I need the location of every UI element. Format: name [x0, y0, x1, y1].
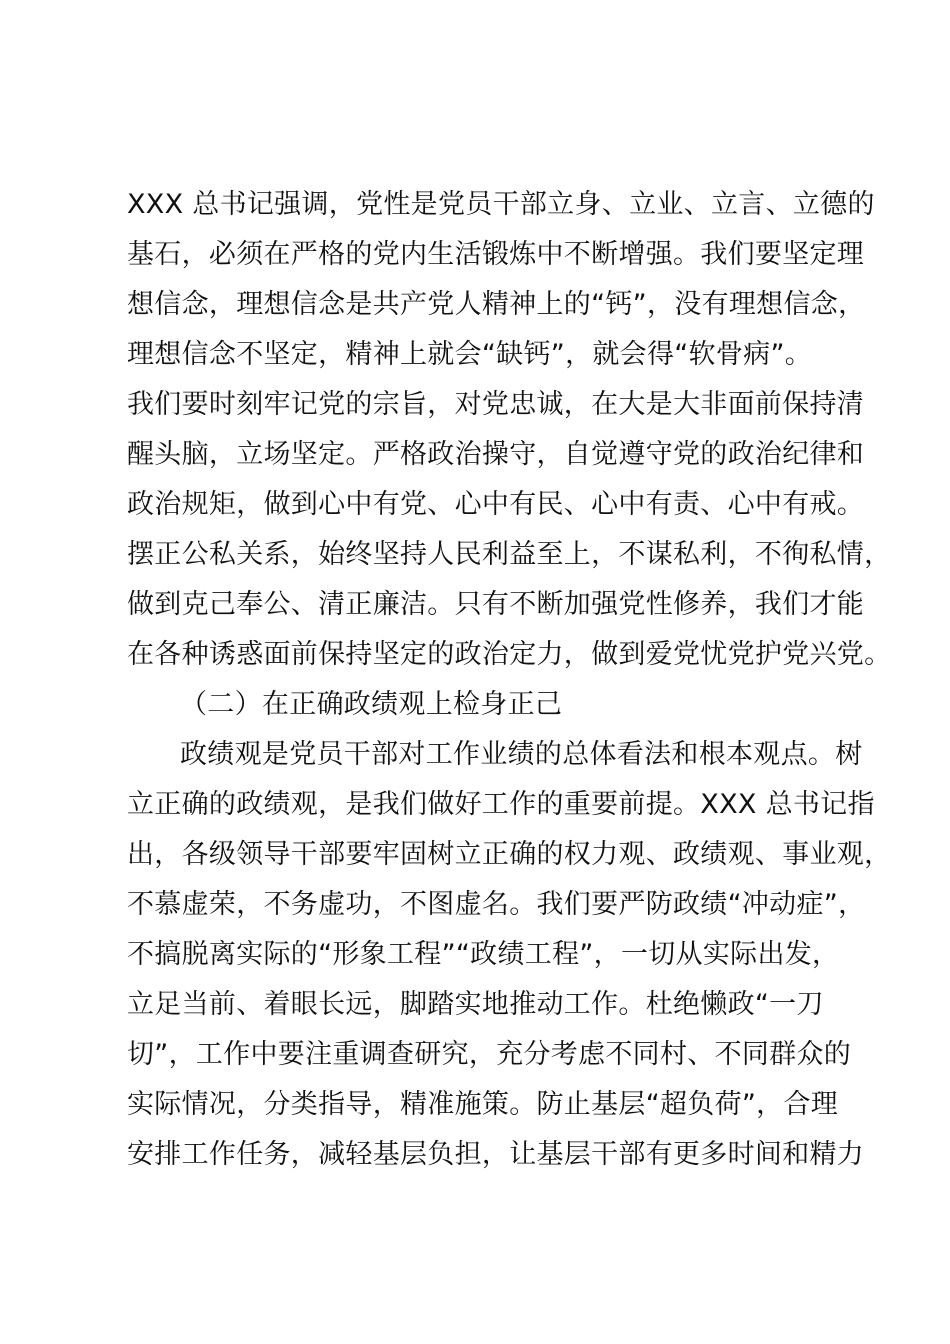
body-text-line: 基石，必须在严格的党内生活锻炼中不断增强。我们要坚定理 [127, 239, 865, 270]
body-text-line: 醒头脑，立场坚定。严格政治操守，自觉遵守党的政治纪律和 [127, 439, 865, 470]
body-text-line: 摆正公私关系，始终坚持人民利益至上，不谋私利，不徇私情， [127, 539, 892, 570]
body-text-line: 理想信念不坚定，精神上就会“缺钙”，就会得“软骨病”。 [127, 339, 813, 370]
body-text-line: 实际情况，分类指导，精准施策。防止基层“超负荷”，合理 [127, 1089, 839, 1120]
body-text-line: 安排工作任务，减轻基层负担，让基层干部有更多时间和精力 [127, 1139, 865, 1170]
body-text-line: 立正确的政绩观，是我们做好工作的重要前提。XXX 总书记指 [127, 789, 875, 820]
body-text-line: 不慕虚荣，不务虚功，不图虚名。我们要严防政绩“冲动症”， [127, 889, 866, 920]
body-text-line: 切”，工作中要注重调查研究，充分考虑不同村、不同群众的 [127, 1039, 852, 1070]
body-text-line: 做到克己奉公、清正廉洁。只有不断加强党性修养，我们才能 [127, 589, 865, 620]
body-text-line: 不搞脱离实际的“形象工程”“政绩工程”，一切从实际出发， [127, 939, 840, 970]
body-text-line: 出，各级领导干部要牢固树立正确的权力观、政绩观、事业观， [127, 839, 892, 870]
body-text-line: 想信念，理想信念是共产党人精神上的“钙”，没有理想信念， [127, 289, 866, 320]
section-heading: （二）在正确政绩观上检身正己 [180, 689, 563, 720]
body-text-line: 在各种诱惑面前保持坚定的政治定力，做到爱党忧党护党兴党。 [127, 639, 892, 670]
body-text-line: 政治规矩，做到心中有党、心中有民、心中有责、心中有戒。 [127, 489, 865, 520]
body-text-line: 我们要时刻牢记党的宗旨，对党忠诚，在大是大非面前保持清 [127, 389, 865, 420]
body-text-line: 政绩观是党员干部对工作业绩的总体看法和根本观点。树 [180, 739, 863, 770]
body-text-line: XXX 总书记强调，党性是党员干部立身、立业、立言、立德的 [127, 189, 875, 220]
body-text-line: 立足当前、着眼长远，脚踏实地推动工作。杜绝懒政“一刀 [127, 989, 824, 1020]
